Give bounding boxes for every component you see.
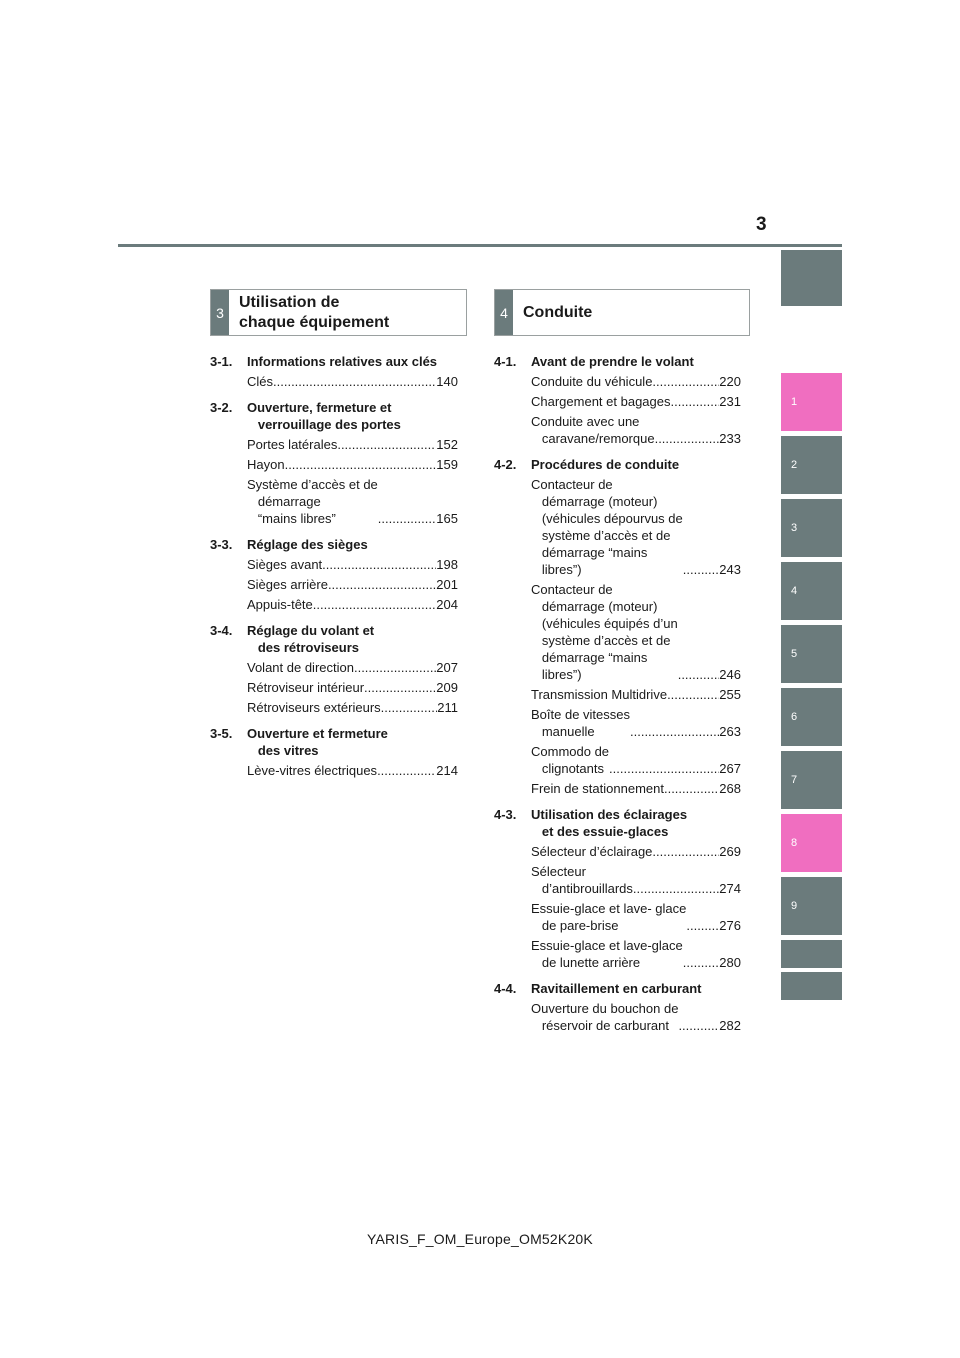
toc-entry-page: 268 bbox=[719, 781, 741, 796]
toc-dot-leader bbox=[273, 373, 436, 390]
toc-dot-leader bbox=[322, 556, 436, 573]
toc-subsection-title: Ravitaillement en carburant bbox=[531, 981, 702, 996]
toc-entry[interactable] bbox=[210, 679, 458, 696]
toc-dot-leader bbox=[633, 880, 719, 897]
toc-entry-title: Sélecteur d’éclairage bbox=[531, 844, 653, 859]
toc-subsection-number: 4-1. bbox=[494, 354, 517, 369]
toc-entry-title: Portes latérales bbox=[247, 437, 338, 452]
toc-entry-page: 214 bbox=[436, 763, 458, 778]
section-4-header bbox=[494, 289, 750, 336]
toc-dot-leader bbox=[354, 659, 436, 676]
toc-entry-title: Contacteur de démarrage (moteur) (véhicules équipés d’un système d’accès et de démarrage “mains libres”) bbox=[531, 582, 678, 682]
toc-entry-title: Conduite du véhicule bbox=[531, 374, 653, 389]
toc-entry[interactable] bbox=[210, 456, 458, 473]
toc-entry-page: 140 bbox=[436, 374, 458, 389]
toc-entry-page: 231 bbox=[719, 394, 741, 409]
toc-entry-title: Contacteur de démarrage (moteur) (véhicules dépourvus de système d’accès et de démarrage “mains libres”) bbox=[531, 477, 683, 577]
toc-dot-leader bbox=[609, 760, 719, 777]
toc-entry-page: 220 bbox=[719, 374, 741, 389]
toc-entry[interactable] bbox=[494, 1000, 741, 1034]
toc-dot-leader bbox=[683, 954, 720, 971]
toc-dot-leader bbox=[378, 510, 437, 527]
chapter-tab-1[interactable]: 1 bbox=[781, 373, 842, 431]
toc-entry[interactable] bbox=[210, 436, 458, 453]
chapter-tab-blank[interactable] bbox=[781, 940, 842, 968]
toc-subsection-number: 4-3. bbox=[494, 807, 517, 822]
toc-subsection-title: Ouverture et fermeture des vitres bbox=[247, 726, 388, 758]
toc-entry-page: 159 bbox=[436, 457, 458, 472]
toc-column-section-4 bbox=[494, 350, 741, 1034]
toc-subsection-heading[interactable] bbox=[210, 353, 458, 370]
toc-entry-title: Appuis-tête bbox=[247, 597, 313, 612]
toc-entry-page: 246 bbox=[719, 667, 741, 682]
toc-entry-page: 165 bbox=[436, 511, 458, 526]
toc-dot-leader bbox=[667, 686, 719, 703]
chapter-tab-blank[interactable] bbox=[781, 250, 842, 306]
page-number: 3 bbox=[756, 214, 767, 235]
toc-entry[interactable] bbox=[494, 706, 741, 740]
toc-subsection-number: 3-4. bbox=[210, 623, 233, 638]
toc-entry[interactable] bbox=[210, 576, 458, 593]
toc-dot-leader bbox=[678, 1017, 719, 1034]
toc-entry-page: 207 bbox=[436, 660, 458, 675]
toc-entry[interactable] bbox=[210, 762, 458, 779]
toc-dot-leader bbox=[664, 780, 719, 797]
toc-entry[interactable] bbox=[494, 393, 741, 410]
toc-entry[interactable] bbox=[210, 699, 458, 716]
toc-dot-leader bbox=[381, 699, 438, 716]
toc-entry-page: 201 bbox=[436, 577, 458, 592]
chapter-tab-blank[interactable] bbox=[781, 972, 842, 1000]
toc-entry-page: 209 bbox=[436, 680, 458, 695]
toc-entry-title: Sièges arrière bbox=[247, 577, 328, 592]
toc-entry[interactable] bbox=[494, 581, 741, 683]
chapter-tab-strip bbox=[781, 0, 842, 1358]
section-3-title bbox=[229, 290, 389, 335]
toc-entry-title: Clés bbox=[247, 374, 274, 389]
toc-entry-page: 204 bbox=[436, 597, 458, 612]
toc-subsection-title: Procédures de conduite bbox=[531, 457, 680, 472]
toc-entry[interactable] bbox=[494, 476, 741, 578]
toc-entry-page: 198 bbox=[436, 557, 458, 572]
toc-entry-page: 152 bbox=[436, 437, 458, 452]
toc-entry-title: Lève-vitres électriques bbox=[247, 763, 378, 778]
toc-dot-leader bbox=[377, 762, 436, 779]
chapter-tab-5[interactable]: 5 bbox=[781, 625, 842, 683]
toc-dot-leader bbox=[655, 430, 720, 447]
toc-entry[interactable] bbox=[494, 900, 741, 934]
toc-subsection-number: 3-5. bbox=[210, 726, 233, 741]
toc-subsection-number: 3-3. bbox=[210, 537, 233, 552]
toc-entry-title: Système d’accès et de démarrage “mains libres” bbox=[247, 477, 378, 526]
toc-entry[interactable] bbox=[494, 413, 741, 447]
toc-entry-page: 280 bbox=[719, 955, 741, 970]
toc-entry-page: 276 bbox=[719, 918, 741, 933]
toc-entry-title: Sièges avant bbox=[247, 557, 323, 572]
toc-entry-title: Essuie-glace et lave-glace de lunette arrière bbox=[531, 938, 683, 970]
toc-subsection-heading[interactable] bbox=[210, 536, 458, 553]
chapter-tab-3[interactable]: 3 bbox=[781, 499, 842, 557]
chapter-tab-7[interactable]: 7 bbox=[781, 751, 842, 809]
section-4-title-line1: Conduite bbox=[523, 303, 593, 321]
toc-entry[interactable] bbox=[210, 596, 458, 613]
toc-entry[interactable] bbox=[494, 863, 741, 897]
toc-entry-title: Hayon bbox=[247, 457, 285, 472]
header-rule bbox=[118, 244, 842, 247]
toc-entry-title: Volant de direction bbox=[247, 660, 354, 675]
toc-subsection-heading[interactable] bbox=[494, 806, 741, 840]
chapter-tab-8[interactable]: 8 bbox=[781, 814, 842, 872]
toc-entry-title: Rétroviseur intérieur bbox=[247, 680, 365, 695]
section-4-number: 4 bbox=[495, 290, 513, 335]
toc-entry-page: 255 bbox=[719, 687, 741, 702]
toc-dot-leader bbox=[686, 917, 719, 934]
toc-entry[interactable] bbox=[210, 659, 458, 676]
toc-subsection-title: Avant de prendre le volant bbox=[531, 354, 694, 369]
toc-subsection-number: 3-1. bbox=[210, 354, 233, 369]
toc-entry-page: 282 bbox=[719, 1018, 741, 1033]
toc-entry-title: Chargement et bagages bbox=[531, 394, 671, 409]
toc-subsection-heading[interactable] bbox=[494, 980, 741, 997]
section-3-title-line2: chaque équipement bbox=[239, 313, 390, 331]
toc-entry[interactable] bbox=[494, 937, 741, 971]
toc-entry-title: Ouverture du bouchon de réservoir de carburant bbox=[531, 1001, 679, 1033]
toc-dot-leader bbox=[337, 436, 436, 453]
section-4-title bbox=[513, 290, 592, 335]
toc-subsection-heading[interactable] bbox=[494, 456, 741, 473]
toc-entry[interactable] bbox=[494, 780, 741, 797]
toc-subsection-title: Réglage des sièges bbox=[247, 537, 368, 552]
toc-dot-leader bbox=[364, 679, 436, 696]
toc-entry[interactable] bbox=[494, 843, 741, 860]
toc-subsection-title: Réglage du volant et des rétroviseurs bbox=[247, 623, 375, 655]
toc-column-section-3 bbox=[210, 350, 458, 779]
toc-entry[interactable] bbox=[494, 686, 741, 703]
toc-entry[interactable] bbox=[210, 476, 458, 527]
toc-entry-page: 243 bbox=[719, 562, 741, 577]
toc-subsection-title: Utilisation des éclairages et des essuie-glaces bbox=[531, 807, 688, 839]
toc-entry[interactable] bbox=[494, 743, 741, 777]
document-footer: YARIS_F_OM_Europe_OM52K20K bbox=[367, 1231, 593, 1247]
toc-subsection-number: 4-2. bbox=[494, 457, 517, 472]
toc-dot-leader bbox=[630, 723, 719, 740]
toc-entry[interactable] bbox=[210, 556, 458, 573]
toc-entry-page: 267 bbox=[719, 761, 741, 776]
toc-entry-title: Transmission Multidrive bbox=[531, 687, 668, 702]
toc-dot-leader bbox=[328, 576, 436, 593]
toc-dot-leader bbox=[678, 666, 720, 683]
toc-subsection-heading[interactable] bbox=[210, 399, 458, 433]
toc-subsection-number: 4-4. bbox=[494, 981, 517, 996]
toc-entry-title: Boîte de vitesses manuelle bbox=[531, 707, 630, 739]
section-3-header bbox=[210, 289, 467, 336]
toc-entry-page: 233 bbox=[719, 431, 741, 446]
section-3-number: 3 bbox=[211, 290, 229, 335]
chapter-tab-2[interactable]: 2 bbox=[781, 436, 842, 494]
toc-dot-leader bbox=[670, 393, 719, 410]
toc-dot-leader bbox=[313, 596, 437, 613]
toc-entry-page: 269 bbox=[719, 844, 741, 859]
toc-entry-title: Sélecteur d’antibrouillards bbox=[531, 864, 633, 896]
toc-subsection-title: Informations relatives aux clés bbox=[247, 354, 438, 369]
toc-dot-leader bbox=[652, 373, 719, 390]
toc-entry-page: 274 bbox=[719, 881, 741, 896]
toc-subsection-title: Ouverture, fermeture et verrouillage des portes bbox=[247, 400, 401, 432]
toc-entry[interactable] bbox=[210, 373, 458, 390]
chapter-tab-4[interactable]: 4 bbox=[781, 562, 842, 620]
toc-entry[interactable] bbox=[494, 373, 741, 390]
toc-subsection-heading[interactable] bbox=[210, 622, 458, 656]
toc-dot-leader bbox=[652, 843, 719, 860]
section-3-title-line1: Utilisation de bbox=[239, 293, 340, 311]
toc-entry-title: Frein de stationnement bbox=[531, 781, 664, 796]
toc-entry-title: Essuie-glace et lave- glace de pare-brise bbox=[531, 901, 687, 933]
toc-dot-leader bbox=[285, 456, 437, 473]
toc-entry-title: Conduite avec une caravane/remorque bbox=[531, 414, 655, 446]
toc-entry-title: Commodo de clignotants bbox=[531, 744, 610, 776]
toc-subsection-heading[interactable] bbox=[494, 353, 741, 370]
toc-entry-page: 263 bbox=[719, 724, 741, 739]
toc-entry-page: 211 bbox=[437, 700, 458, 715]
toc-subsection-number: 3-2. bbox=[210, 400, 233, 415]
toc-subsection-heading[interactable] bbox=[210, 725, 458, 759]
toc-entry-title: Rétroviseurs extérieurs bbox=[247, 700, 381, 715]
chapter-tab-9[interactable]: 9 bbox=[781, 877, 842, 935]
toc-dot-leader bbox=[683, 561, 720, 578]
chapter-tab-6[interactable]: 6 bbox=[781, 688, 842, 746]
